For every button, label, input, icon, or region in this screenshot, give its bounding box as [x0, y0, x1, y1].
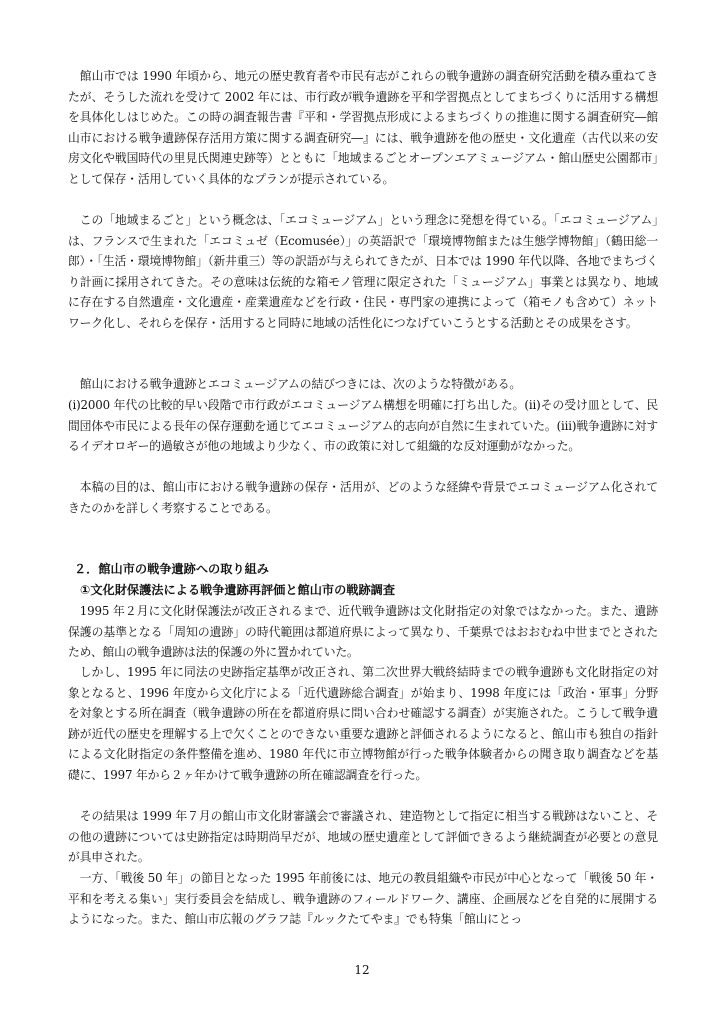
section-heading: ２．館山市の戦争遺跡への取り組み [74, 562, 269, 576]
intro-paragraph-3: 館山における戦争遺跡とエコミュージアムの結びつきには、次のような特徴がある。 [79, 377, 522, 391]
section-paragraph-4: 一方、「戦後 50 年」の節目となった 1995 年前後には、地元の教員組織や市民が中心となって「戦後 50 年・平和を考える集い」実行委員会を結成し、戦争遺跡のフィールドワーク、講座、企画展などを自発的に展開するようになった。また、館山市広報のグラフ誌『ルックたてやま』でも特集「館山にとっ [68, 871, 658, 927]
features-paragraph: (i)2000 年代の比較的早い段階で市行政がエコミュージアム構想を明確に打ち出した。(ii)その受け皿として、民間団体や市民による長年の保存運動を通じてエコミュージアム的志向が自然に生まれていた。(iii)戦争遺跡に対するイデオロギー的過敏さが他の地域より少なく、市の政策に対して組織的な反対運動がなかった。 [68, 398, 658, 454]
section-paragraph-3: その結果は 1999 年７月の館山市文化財審議会で審議され、建造物として指定に相当する戦跡はないこと、その他の遺跡については史跡指定は時期尚早だが、地域の歴史遺産として評価できるよう継続調査が必要との意見が具申された。 [68, 809, 658, 865]
section-paragraph-2: しかし、1995 年に同法の史跡指定基準が改正され、第二次世界大戦終結時までの戦争遺跡も文化財指定の対象となると、1996 年度から文化庁による「近代遺跡総合調査」が始まり、1998 年度には「政治・軍事」分野を対象とする所在調査（戦争遺跡の所在を都道府県に問い合わせ確認する調査）が実施された。こうして戦争遺跡が近代の歴史を理解する上で欠くことのできない重要な遺跡と評価されるようになると、館山市も独自の指針による文化財指定の条件整備を進め、1980 年代に市立博物館が行った戦争体験者からの聞き取り調査などを基礎に、1997 年から２ヶ年かけて戦争遺跡の所在確認調査を行った。 [68, 665, 658, 782]
page-number: 12 [354, 963, 370, 977]
section-paragraph-1: 1995 年２月に文化財保護法が改正されるまで、近代戦争遺跡は文化財指定の対象ではなかった。また、遺跡保護の基準となる「周知の遺跡」の時代範囲は都道府県によって異なり、千葉県ではおおむね中世までとされたため、館山の戦争遺跡は法的保護の外に置かれていた。 [68, 604, 658, 660]
subsection-heading: ①文化財保護法による戦争遺跡再評価と館山市の戦跡調査 [80, 583, 396, 597]
purpose-paragraph: 本稿の目的は、館山市における戦争遺跡の保存・活用が、どのような経緯や背景でエコミュージアム化されてきたのかを詳しく考察することである。 [68, 480, 658, 515]
intro-paragraph-1: 館山市では 1990 年頃から、地元の歴史教育者や市民有志がこれらの戦争遺跡の調査研究活動を積み重ねてきたが、そうした流れを受けて 2002 年には、市行政が戦争遺跡を平和学習拠点としてまちづくりに活用する構想を具体化しはじめた。この時の調査報告書『平和・学習拠点形成によるまちづくりの推進に関する調査研究―館山市における戦争遺跡保存活用方策に関する調査研究―』には、戦争遺跡を他の歴史・文化遺産（古代以来の安房文化や戦国時代の里見氏関連史跡等）とともに「地域まるごとオープンエアミュージアム・館山歴史公園都市」として保存・活用していく具体的なプランが提示されている。 [68, 69, 658, 186]
intro-paragraph-2: この「地域まるごと」という概念は、「エコミュージアム」という理念に発想を得ている。「エコミュージアム」は、フランスで生まれた「エコミュゼ（Ecomusée）」の英語訳で「環境博物館または生態学博物館」（鶴田総一郎）・「生活・環境博物館」（新井重三）等の訳語が与えられてきたが、日本では 1990 年代以降、各地でまちづくり計画に採用されてきた。その意味は伝統的な箱モノ管理に限定された「ミュージアム」事業とは異なり、地域に存在する自然遺産・文化遺産・産業遺産などを行政・住民・専門家の連携によって（箱モノも含めて）ネットワーク化し、それらを保存・活用すると同時に地域の活性化につなげていこうとする活動とその成果をさす。 [68, 213, 658, 330]
